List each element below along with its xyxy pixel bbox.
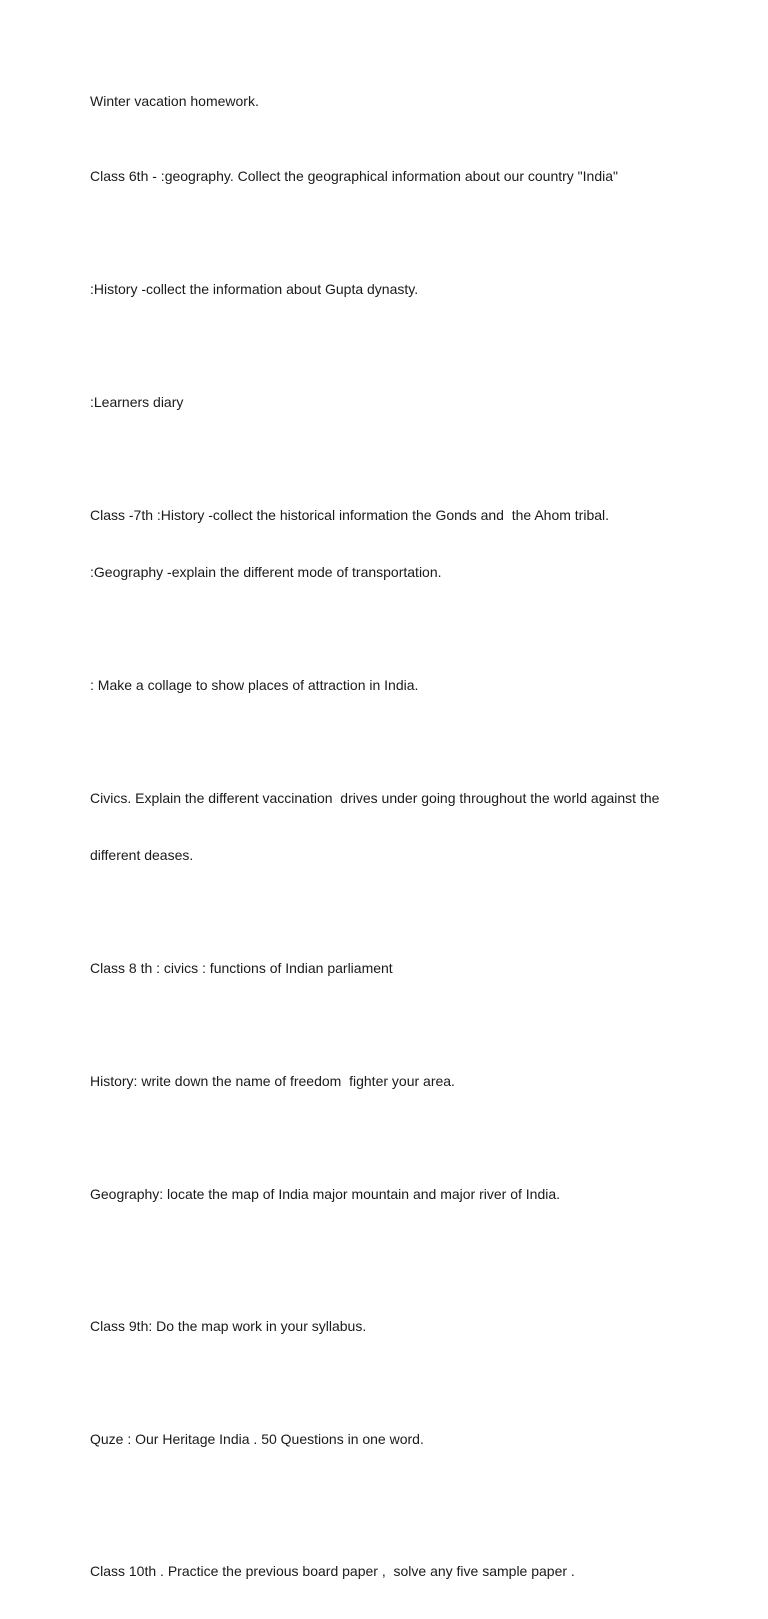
document-title: Winter vacation homework. xyxy=(90,93,259,109)
paragraph-line: Geography: locate the map of India major mountain and major river of India. xyxy=(90,1186,561,1202)
paragraph-class-7-collage xyxy=(90,638,708,733)
paragraph-line: :Learners diary xyxy=(90,394,184,410)
paragraph-line: different deases. xyxy=(90,847,194,863)
paragraph-class-6-learners-diary xyxy=(90,355,708,450)
paragraph-line: Class 6th - :geography. Collect the geographical information about our country "India" xyxy=(90,168,618,184)
paragraph-line: Class 8 th : civics : functions of Indian parliament xyxy=(90,960,393,976)
paragraph-class-9-quiz xyxy=(90,1392,708,1487)
paragraph-line: Civics. Explain the different vaccination drives under going throughout the world against the xyxy=(90,790,660,806)
paragraph-line: History: write down the name of freedom fighter your area. xyxy=(90,1073,455,1089)
paragraph-class-6-history xyxy=(90,242,708,337)
paragraph-class-8-civics xyxy=(90,921,708,1016)
paragraph-class-9-map-work xyxy=(90,1279,708,1374)
paragraph-class-7-civics xyxy=(90,751,708,903)
paragraph-line: Class 10th . Practice the previous board paper , solve any five sample paper . xyxy=(90,1563,575,1579)
paragraph-line: Class 9th: Do the map work in your syllabus. xyxy=(90,1318,367,1334)
paragraph-class-8-history xyxy=(90,1034,708,1129)
paragraph-line: :Geography -explain the different mode of transportation. xyxy=(90,564,442,580)
paragraph-line: Quze : Our Heritage India . 50 Questions in one word. xyxy=(90,1431,424,1447)
paragraph-class-10-practice xyxy=(90,1524,708,1619)
paragraph-line: : Make a collage to show places of attraction in India. xyxy=(90,677,419,693)
paragraph-class-8-geography xyxy=(90,1147,708,1242)
paragraph-class-7-history-geography xyxy=(90,468,708,620)
paragraph-class-6-geography xyxy=(90,129,708,224)
paragraph-line: Class -7th :History -collect the historical information the Gonds and the Ahom tribal. xyxy=(90,507,610,523)
paragraph-line: :History -collect the information about Gupta dynasty. xyxy=(90,281,419,297)
